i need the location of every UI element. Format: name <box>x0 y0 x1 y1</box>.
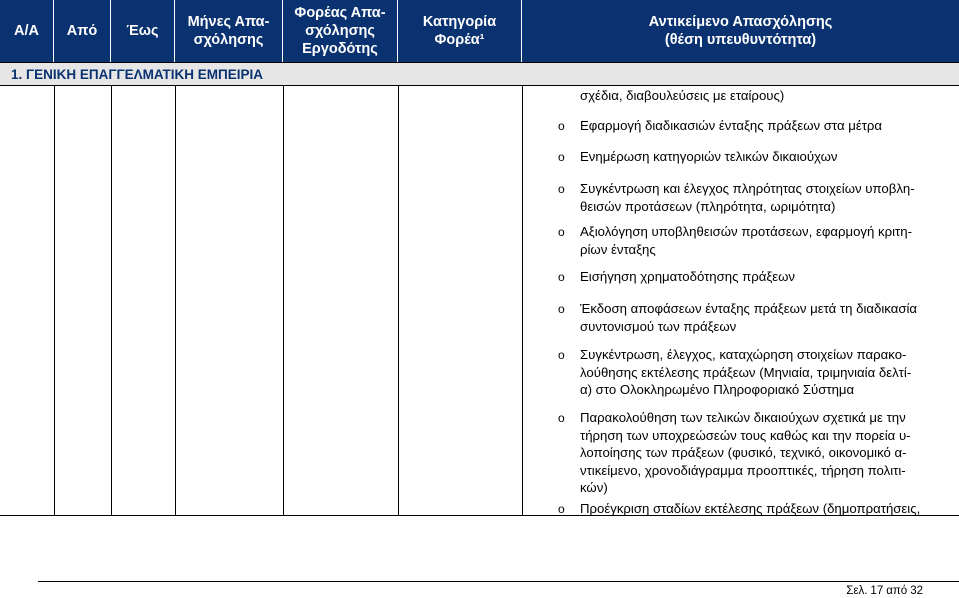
list-item: Συγκέντρωση και έλεγχος πληρότητας στοιχείων υποβλη- θεισών προτάσεων (πληρότητα, ωριμότητα) <box>580 181 915 214</box>
column-divider <box>398 86 399 516</box>
header-category: Κατηγορία Φορέα¹ <box>398 0 522 62</box>
page-label: Σελ. <box>846 585 868 597</box>
list-bullet: o <box>558 119 565 133</box>
footer-rule <box>38 581 959 582</box>
header-subject: Αντικείμενο Απασχόλησης (θέση υπευθυντότητα) <box>648 14 833 48</box>
page-of: από <box>886 585 908 597</box>
header-employer: Φορέας Απα- σχόλησης Εργοδότης <box>283 0 398 62</box>
list-item: Έκδοση αποφάσεων ένταξης πράξεων μετά τη διαδικασία συντονισμού των πράξεων <box>580 301 918 334</box>
list-bullet: o <box>558 411 565 425</box>
list-bullet: o <box>558 302 565 316</box>
list-item: Εισήγηση χρηματοδότησης πράξεων <box>580 269 796 284</box>
list-item: Ενημέρωση κατηγοριών τελικών δικαιούχων <box>580 149 838 164</box>
list-bullet: o <box>558 270 565 284</box>
header-from: Από <box>54 0 111 62</box>
list-item: Αξιολόγηση υποβληθεισών προτάσεων, εφαρμογή κριτη- ρίων ένταξης <box>580 224 912 257</box>
section-title: 1. ΓΕΝΙΚΗ ΕΠΑΓΓΕΛΜΑΤΙΚΗ ΕΜΠΕΙΡΙΑ <box>11 67 263 82</box>
table-header <box>0 0 959 62</box>
continuation-text: σχέδια, διαβουλεύσεις με εταίρους) <box>580 88 785 103</box>
header-to: Έως <box>111 0 175 62</box>
column-divider <box>522 86 523 516</box>
page-total: 32 <box>910 585 923 597</box>
list-item: Παρακολούθηση των τελικών δικαιούχων σχετικά με την τήρηση των υποχρεώσεών τους καθώς και την πορεία υ- λοποίησης των πράξεων (φυσικό, τεχνικό, οικονομικό α- ντικείμενο, χρονοδιάγραμμα προοπτικές, τήρηση πολιτι- κών) <box>580 410 911 496</box>
list-item: Προέγκριση σταδίων εκτέλεσης πράξεων (δημοπρατήσεις, <box>580 501 921 516</box>
section-row <box>0 62 959 86</box>
list-bullet: o <box>558 150 565 164</box>
header-months: Μήνες Απα- σχόλησης <box>175 0 283 62</box>
page-current: 17 <box>870 585 884 597</box>
column-divider <box>111 86 112 516</box>
column-divider <box>175 86 176 516</box>
column-divider <box>283 86 284 516</box>
list-bullet: o <box>558 225 565 239</box>
page-number <box>843 585 923 597</box>
column-divider <box>54 86 55 516</box>
list-item: Συγκέντρωση, έλεγχος, καταχώρηση στοιχείων παρακο- λούθησης εκτέλεσης πράξεων (Μηνιαία, τριμηνιαία δελτί- α) στο Ολοκληρωμένο Πληροφοριακό Σύστημα <box>580 347 912 398</box>
list-item: Εφαρμογή διαδικασιών ένταξης πράξεων στα μέτρα <box>580 118 883 133</box>
header-aa: Α/Α <box>0 0 54 62</box>
list-bullet: o <box>558 348 565 362</box>
list-bullet: o <box>558 502 565 516</box>
list-bullet: o <box>558 182 565 196</box>
